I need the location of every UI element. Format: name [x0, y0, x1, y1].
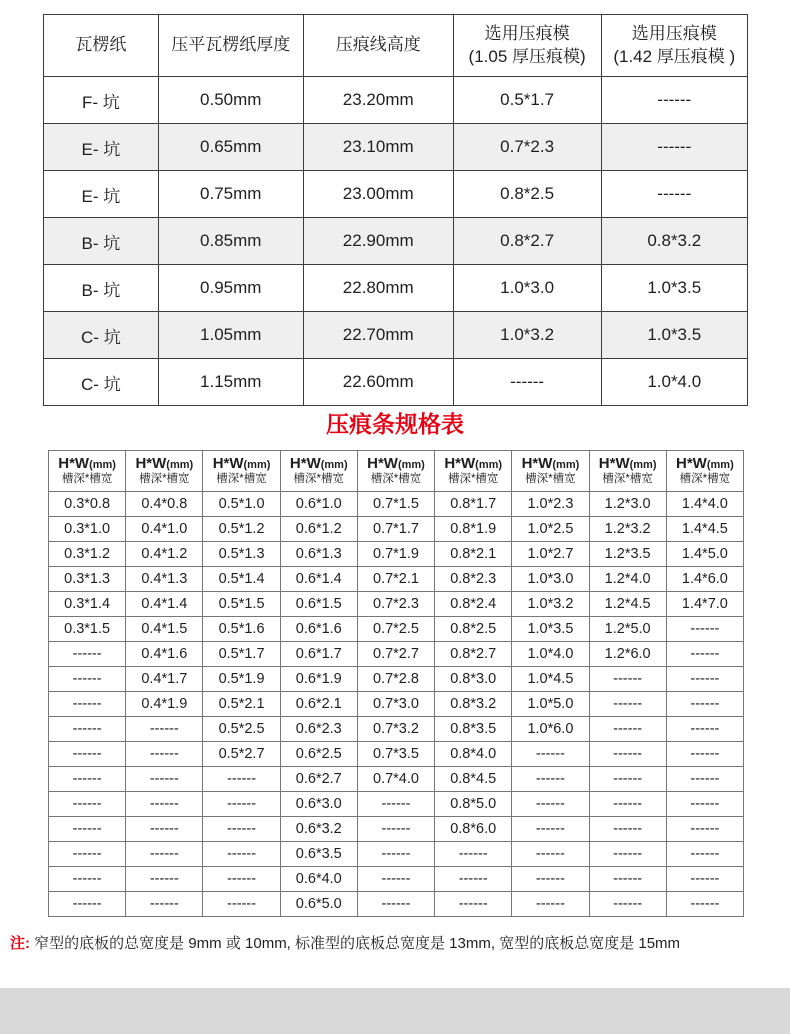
column-header: H*W(mm) 槽深*槽宽: [589, 451, 666, 492]
table-cell: 0.4*1.6: [126, 642, 203, 667]
table-cell: ------: [589, 742, 666, 767]
table-cell: 0.8*3.2: [435, 692, 512, 717]
table-cell: ------: [126, 842, 203, 867]
table-cell: ------: [49, 692, 126, 717]
table-row: [49, 892, 744, 917]
table-cell: 0.7*3.2: [357, 717, 434, 742]
creasing-strip-table: [48, 450, 744, 917]
table-cell: ------: [126, 742, 203, 767]
table-cell: 23.10mm: [303, 124, 453, 171]
table-cell: 1.4*4.5: [666, 517, 743, 542]
table-cell: ------: [512, 892, 589, 917]
table-row: [49, 767, 744, 792]
table-cell: 22.90mm: [303, 218, 453, 265]
table-cell: ------: [589, 792, 666, 817]
table-row: [44, 312, 748, 359]
table-cell: 1.2*4.5: [589, 592, 666, 617]
table-cell: ------: [601, 171, 747, 218]
table-cell: 0.4*1.9: [126, 692, 203, 717]
table-cell: 0.4*0.8: [126, 492, 203, 517]
table-cell: ------: [357, 842, 434, 867]
table-cell: ------: [512, 817, 589, 842]
table-cell: 0.6*1.7: [280, 642, 357, 667]
footnote-prefix: 注:: [10, 935, 30, 952]
table-cell: 0.6*4.0: [280, 867, 357, 892]
table-cell: 0.5*2.5: [203, 717, 280, 742]
table-cell: 0.8*2.3: [435, 567, 512, 592]
table-cell: C- 坑: [44, 359, 159, 406]
table-cell: 1.0*3.0: [512, 567, 589, 592]
table-cell: ------: [589, 667, 666, 692]
table-cell: 22.80mm: [303, 265, 453, 312]
table-cell: 0.6*1.4: [280, 567, 357, 592]
table-cell: ------: [666, 692, 743, 717]
table-cell: 0.5*2.7: [203, 742, 280, 767]
table-cell: ------: [435, 842, 512, 867]
table-cell: B- 坑: [44, 265, 159, 312]
table-cell: 0.3*1.4: [49, 592, 126, 617]
table-cell: ------: [49, 642, 126, 667]
table-cell: ------: [666, 767, 743, 792]
table-cell: 0.5*1.5: [203, 592, 280, 617]
table-cell: 0.4*1.3: [126, 567, 203, 592]
table-cell: ------: [512, 792, 589, 817]
table-cell: ------: [357, 867, 434, 892]
table-cell: 0.6*2.5: [280, 742, 357, 767]
table-cell: 0.7*3.0: [357, 692, 434, 717]
table-cell: 0.3*1.5: [49, 617, 126, 642]
table-cell: 1.0*3.5: [512, 617, 589, 642]
table-cell: 0.8*6.0: [435, 817, 512, 842]
table-row: [44, 171, 748, 218]
table-cell: 0.5*2.1: [203, 692, 280, 717]
table-cell: C- 坑: [44, 312, 159, 359]
table-cell: 1.4*4.0: [666, 492, 743, 517]
table-cell: ------: [666, 817, 743, 842]
table-cell: 0.6*3.5: [280, 842, 357, 867]
table-cell: ------: [435, 892, 512, 917]
table-cell: 0.8*1.9: [435, 517, 512, 542]
table-cell: 0.75mm: [158, 171, 303, 218]
table-row: [49, 692, 744, 717]
column-header: 瓦楞纸: [44, 15, 159, 77]
footnote-text: 窄型的底板的总宽度是 9mm 或 10mm, 标准型的底板总宽度是 13mm, 宽型的底板总宽度是 15mm: [34, 935, 681, 952]
column-header: H*W(mm) 槽深*槽宽: [666, 451, 743, 492]
table-cell: 22.70mm: [303, 312, 453, 359]
table-cell: 1.2*5.0: [589, 617, 666, 642]
corrugated-paper-table: [43, 14, 748, 406]
creasing-table-body: [49, 492, 744, 917]
table-cell: 1.0*3.0: [453, 265, 601, 312]
table-cell: ------: [666, 842, 743, 867]
table-cell: 1.0*5.0: [512, 692, 589, 717]
table-cell: ------: [666, 792, 743, 817]
table-cell: 1.15mm: [158, 359, 303, 406]
table-cell: 0.5*1.9: [203, 667, 280, 692]
table-cell: 0.4*1.2: [126, 542, 203, 567]
table-cell: ------: [435, 867, 512, 892]
table-cell: 0.7*1.7: [357, 517, 434, 542]
table-cell: 1.2*3.5: [589, 542, 666, 567]
column-header: H*W(mm) 槽深*槽宽: [512, 451, 589, 492]
table-row: [49, 867, 744, 892]
section-title: 压痕条规格表: [326, 411, 464, 437]
column-header: H*W(mm) 槽深*槽宽: [49, 451, 126, 492]
table-cell: 1.0*2.7: [512, 542, 589, 567]
table-cell: 0.8*2.7: [435, 642, 512, 667]
table-cell: 1.0*6.0: [512, 717, 589, 742]
table-cell: 0.8*2.4: [435, 592, 512, 617]
table-cell: 23.20mm: [303, 77, 453, 124]
table-cell: F- 坑: [44, 77, 159, 124]
table-cell: 1.4*6.0: [666, 567, 743, 592]
table-cell: 0.5*1.7: [203, 642, 280, 667]
table-cell: ------: [357, 892, 434, 917]
table-cell: ------: [203, 892, 280, 917]
table-cell: 0.7*2.5: [357, 617, 434, 642]
table-row: [49, 642, 744, 667]
table-cell: ------: [589, 767, 666, 792]
table-cell: 1.4*5.0: [666, 542, 743, 567]
table-cell: ------: [49, 817, 126, 842]
table-cell: 0.6*1.3: [280, 542, 357, 567]
table-cell: 0.6*5.0: [280, 892, 357, 917]
column-header: 压平瓦楞纸厚度: [158, 15, 303, 77]
table-cell: ------: [49, 717, 126, 742]
table-row: [49, 667, 744, 692]
table-cell: ------: [49, 792, 126, 817]
table-cell: 0.5*1.2: [203, 517, 280, 542]
table-cell: ------: [126, 717, 203, 742]
table-cell: 0.7*4.0: [357, 767, 434, 792]
table-cell: 0.3*1.3: [49, 567, 126, 592]
table-cell: 1.2*3.2: [589, 517, 666, 542]
table-cell: E- 坑: [44, 124, 159, 171]
table-row: [49, 842, 744, 867]
table-cell: 1.2*4.0: [589, 567, 666, 592]
table-cell: ------: [512, 842, 589, 867]
table-cell: ------: [589, 817, 666, 842]
table-cell: 0.6*3.0: [280, 792, 357, 817]
table-cell: ------: [601, 124, 747, 171]
table-cell: ------: [666, 867, 743, 892]
table-row: [49, 617, 744, 642]
corrugated-table-body: [44, 77, 748, 406]
table-cell: ------: [666, 742, 743, 767]
table-cell: ------: [666, 642, 743, 667]
table-cell: ------: [589, 692, 666, 717]
table-cell: 0.5*1.3: [203, 542, 280, 567]
table-cell: 0.7*2.1: [357, 567, 434, 592]
creasing-table-header-row: [49, 451, 744, 492]
table-cell: ------: [357, 817, 434, 842]
table-cell: 0.7*3.5: [357, 742, 434, 767]
table-cell: ------: [49, 667, 126, 692]
table-cell: ------: [203, 817, 280, 842]
table-cell: 1.0*4.0: [512, 642, 589, 667]
table-row: [49, 517, 744, 542]
table-cell: 0.7*1.9: [357, 542, 434, 567]
table-cell: 0.4*1.5: [126, 617, 203, 642]
table-cell: ------: [589, 892, 666, 917]
table-cell: ------: [49, 892, 126, 917]
table-cell: E- 坑: [44, 171, 159, 218]
table-cell: ------: [601, 77, 747, 124]
table-row: [49, 742, 744, 767]
table-cell: 0.6*1.0: [280, 492, 357, 517]
table-cell: 23.00mm: [303, 171, 453, 218]
table-cell: 1.0*3.2: [512, 592, 589, 617]
table-cell: 1.2*3.0: [589, 492, 666, 517]
table-cell: 0.3*0.8: [49, 492, 126, 517]
table-cell: 22.60mm: [303, 359, 453, 406]
table-cell: ------: [589, 717, 666, 742]
column-header: H*W(mm) 槽深*槽宽: [280, 451, 357, 492]
table-cell: 0.8*3.2: [601, 218, 747, 265]
table-cell: 1.0*4.0: [601, 359, 747, 406]
table-cell: 0.7*2.3: [453, 124, 601, 171]
table-cell: ------: [357, 792, 434, 817]
table-cell: ------: [512, 742, 589, 767]
table-cell: 1.0*2.5: [512, 517, 589, 542]
table-cell: ------: [203, 842, 280, 867]
table-cell: 0.85mm: [158, 218, 303, 265]
table-row: [49, 492, 744, 517]
corrugated-table-header-row: [44, 15, 748, 77]
table-cell: 0.5*1.7: [453, 77, 601, 124]
table-cell: ------: [666, 617, 743, 642]
table-cell: ------: [203, 867, 280, 892]
table-row: [49, 717, 744, 742]
table-cell: 0.6*2.7: [280, 767, 357, 792]
table-cell: ------: [453, 359, 601, 406]
table-cell: 0.8*2.7: [453, 218, 601, 265]
table-cell: 0.8*5.0: [435, 792, 512, 817]
table-row: [44, 218, 748, 265]
table-row: [44, 359, 748, 406]
table-cell: ------: [589, 842, 666, 867]
table-row: [49, 542, 744, 567]
table-cell: 0.6*1.6: [280, 617, 357, 642]
table-row: [49, 792, 744, 817]
table-cell: 0.8*2.1: [435, 542, 512, 567]
table-cell: ------: [589, 867, 666, 892]
table-cell: 0.6*1.2: [280, 517, 357, 542]
table-cell: 1.2*6.0: [589, 642, 666, 667]
table-cell: ------: [126, 767, 203, 792]
table-cell: 0.4*1.0: [126, 517, 203, 542]
table-row: [44, 265, 748, 312]
table-cell: ------: [49, 867, 126, 892]
table-cell: 0.8*2.5: [453, 171, 601, 218]
table-row: [49, 567, 744, 592]
column-header: H*W(mm) 槽深*槽宽: [435, 451, 512, 492]
table-cell: 0.65mm: [158, 124, 303, 171]
column-header: H*W(mm) 槽深*槽宽: [357, 451, 434, 492]
table-cell: 0.6*2.3: [280, 717, 357, 742]
table-cell: 1.05mm: [158, 312, 303, 359]
table-row: [49, 817, 744, 842]
table-cell: ------: [126, 817, 203, 842]
column-header: H*W(mm) 槽深*槽宽: [203, 451, 280, 492]
table-cell: 0.6*1.5: [280, 592, 357, 617]
table-cell: 0.3*1.0: [49, 517, 126, 542]
table-cell: ------: [666, 667, 743, 692]
table-cell: 0.5*1.6: [203, 617, 280, 642]
table-cell: 0.8*3.0: [435, 667, 512, 692]
table-cell: 0.95mm: [158, 265, 303, 312]
table-cell: 0.3*1.2: [49, 542, 126, 567]
table-row: [49, 592, 744, 617]
table-cell: B- 坑: [44, 218, 159, 265]
table-cell: ------: [49, 842, 126, 867]
table-cell: ------: [203, 792, 280, 817]
table-cell: 0.4*1.4: [126, 592, 203, 617]
column-header: 压痕线高度: [303, 15, 453, 77]
table-cell: 0.4*1.7: [126, 667, 203, 692]
table-cell: 0.7*2.7: [357, 642, 434, 667]
table-cell: ------: [666, 892, 743, 917]
table-cell: ------: [666, 717, 743, 742]
table-cell: 1.0*2.3: [512, 492, 589, 517]
table-cell: 0.6*1.9: [280, 667, 357, 692]
table-cell: 0.50mm: [158, 77, 303, 124]
table-cell: 0.7*2.8: [357, 667, 434, 692]
table-cell: ------: [49, 742, 126, 767]
table-row: [44, 77, 748, 124]
table-cell: 1.0*3.5: [601, 265, 747, 312]
column-header: H*W(mm) 槽深*槽宽: [126, 451, 203, 492]
table-cell: 0.6*3.2: [280, 817, 357, 842]
table-cell: ------: [49, 767, 126, 792]
table-cell: 0.8*2.5: [435, 617, 512, 642]
table-cell: 0.8*4.5: [435, 767, 512, 792]
table-cell: 1.0*4.5: [512, 667, 589, 692]
table-cell: 1.0*3.5: [601, 312, 747, 359]
footnote: [10, 932, 680, 953]
table-cell: 0.5*1.4: [203, 567, 280, 592]
column-header: 选用压痕模 (1.05 厚压痕模): [453, 15, 601, 77]
bottom-section-placeholder: [0, 988, 790, 1034]
table-cell: 0.6*2.1: [280, 692, 357, 717]
table-cell: 0.8*4.0: [435, 742, 512, 767]
table-cell: 0.7*2.3: [357, 592, 434, 617]
table-cell: ------: [126, 892, 203, 917]
column-header: 选用压痕模 (1.42 厚压痕模 ): [601, 15, 747, 77]
table-cell: 1.4*7.0: [666, 592, 743, 617]
table-cell: 0.8*1.7: [435, 492, 512, 517]
table-cell: 0.7*1.5: [357, 492, 434, 517]
table-cell: ------: [203, 767, 280, 792]
table-cell: ------: [126, 867, 203, 892]
table-row: [44, 124, 748, 171]
table-cell: 1.0*3.2: [453, 312, 601, 359]
table-cell: 0.5*1.0: [203, 492, 280, 517]
table-cell: 0.8*3.5: [435, 717, 512, 742]
table-cell: ------: [512, 767, 589, 792]
table-cell: ------: [126, 792, 203, 817]
table-cell: ------: [512, 867, 589, 892]
